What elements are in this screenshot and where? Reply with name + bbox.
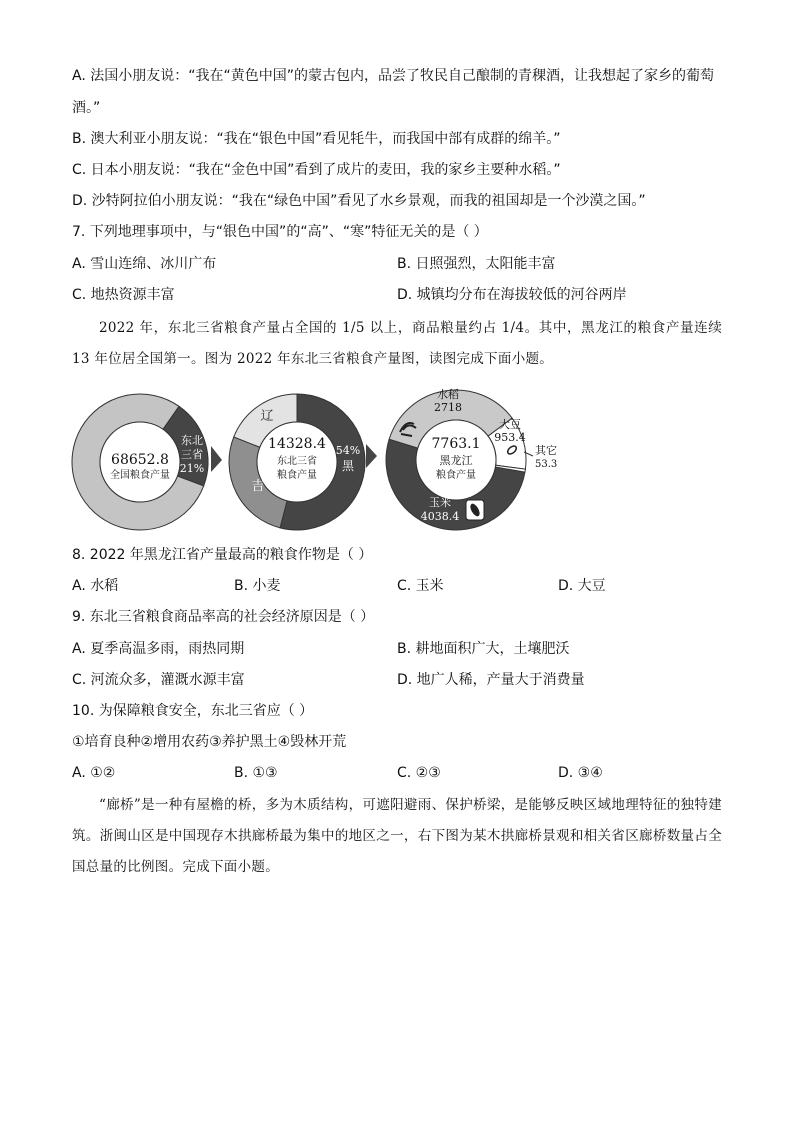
q6-option-c: C. 日本小朋友说：“我在“金色中国”看到了成片的麦田，我的家乡主要种水稻。” [72,162,561,178]
pie3-value-soy: 953.4 [494,431,526,444]
pie-northeast-grain [229,394,377,530]
pie2-center-label-2: 粮食产量 [277,470,317,481]
pie3-center-label-1: 黑龙江 [439,454,473,467]
q7-option-c: C. 地热资源丰富 [72,287,175,303]
pie3-label-corn: 玉米 [429,496,451,509]
q9-option-c: C. 河流众多，灌溉水源丰富 [72,672,245,688]
q10-option-d: D. ③④ [558,765,603,781]
pie3-center-label-2: 粮食产量 [436,470,476,481]
pie1-arrow [211,446,222,472]
q9-option-a: A. 夏季高温多雨，雨热同期 [72,641,245,657]
q10-items: ①培育良种②增用农药③养护黑土④毁林开荒 [72,734,347,750]
q10-option-a: A. ①② [72,765,116,781]
pie1-center-value: 68652.8 [111,452,169,468]
pie2-slice-percent-hei: 54% [335,444,361,457]
q6-option-a-line2: 酒。” [72,100,101,116]
corn-icon [466,500,484,520]
pie2-center-value: 14328.4 [268,436,326,452]
q6-option-a-line1: A. 法国小朋友说：“我在“黄色中国”的蒙古包内，品尝了牧民自己酿制的青稞酒，让我想起了家乡的葡萄 [72,68,714,84]
intro-paragraph-grain: 2022 年，东北三省粮食产量占全国的 1/5 以上，商品粮量约占 1/4。其中，黑龙江的粮食产量连续 13 年位居全国第一。图为 2022 年东北三省粮食产量图，读图完成下面小题。 [72,320,722,367]
pie1-slice-percent: 21% [179,462,205,475]
pie3-value-rice: 2718 [434,401,462,414]
intro-paragraph-bridge: “廊桥”是一种有屋檐的桥，多为木质结构，可遮阳避雨、保护桥梁，是能够反映区域地理特征的独特建筑。浙闽山区是中国现存木拱廊桥最为集中的地区之一，右下图为某木拱廊桥景观和相关省区廊桥数量占全国总量的比例图。完成下面小题。 [72,797,722,875]
pie1-center-label: 全国粮食产量 [110,470,170,481]
pie2-slice-label-liao: 辽 [260,409,274,424]
q10-option-b: B. ①③ [234,765,278,781]
pie-national-grain [72,394,222,530]
q8-option-d: D. 大豆 [558,578,606,594]
q6-option-d: D. 沙特阿拉伯小朋友说：“我在“绿色中国”看见了水乡景观，而我的祖国却是一个沙漠之国。” [72,193,646,209]
pie3-center-value: 7763.1 [431,436,481,452]
pie3-label-other: 其它 [535,444,557,457]
q7-option-b: B. 日照强烈，太阳能丰富 [397,256,556,272]
q9-option-b: B. 耕地面积广大，土壤肥沃 [397,641,570,657]
pie2-slice-label-hei: 黑 [341,459,355,473]
q10-stem: 10. 为保障粮食安全，东北三省应（ ） [72,703,314,719]
q8-option-b: B. 小麦 [234,578,281,594]
grain-production-charts [0,382,794,532]
q8-option-a: A. 水稻 [72,578,119,594]
pie2-center-label-1: 东北三省 [277,456,317,467]
pie2-slice-label-ji: 吉 [251,479,265,494]
pie1-slice-label-line1: 东北 [181,434,203,447]
pie3-value-corn: 4038.4 [420,510,460,523]
q6-option-b: B. 澳大利亚小朋友说：“我在“银色中国”看见牦牛，而我国中部有成群的绵羊。” [72,131,561,147]
pie2-arrow [366,444,377,468]
pie3-value-other: 53.3 [535,459,558,470]
pie1-slice-label-line2: 三省 [181,448,203,461]
q8-stem: 8. 2022 年黑龙江省产量最高的粮食作物是（ ） [72,547,373,563]
pie3-label-soy: 大豆 [499,418,521,431]
q7-stem: 7. 下列地理事项中，与“银色中国”的“高”、“寒”特征无关的是（ ） [72,224,488,240]
q7-option-a: A. 雪山连绵、冰川广布 [72,256,217,272]
q7-option-d: D. 城镇均分布在海拔较低的河谷两岸 [397,287,627,303]
q10-option-c: C. ②③ [397,765,441,781]
q9-stem: 9. 东北三省粮食商品率高的社会经济原因是（ ） [72,609,375,625]
q9-option-d: D. 地广人稀，产量大于消费量 [397,672,585,688]
q8-option-c: C. 玉米 [397,578,444,594]
pie3-label-rice: 水稻 [437,388,459,401]
